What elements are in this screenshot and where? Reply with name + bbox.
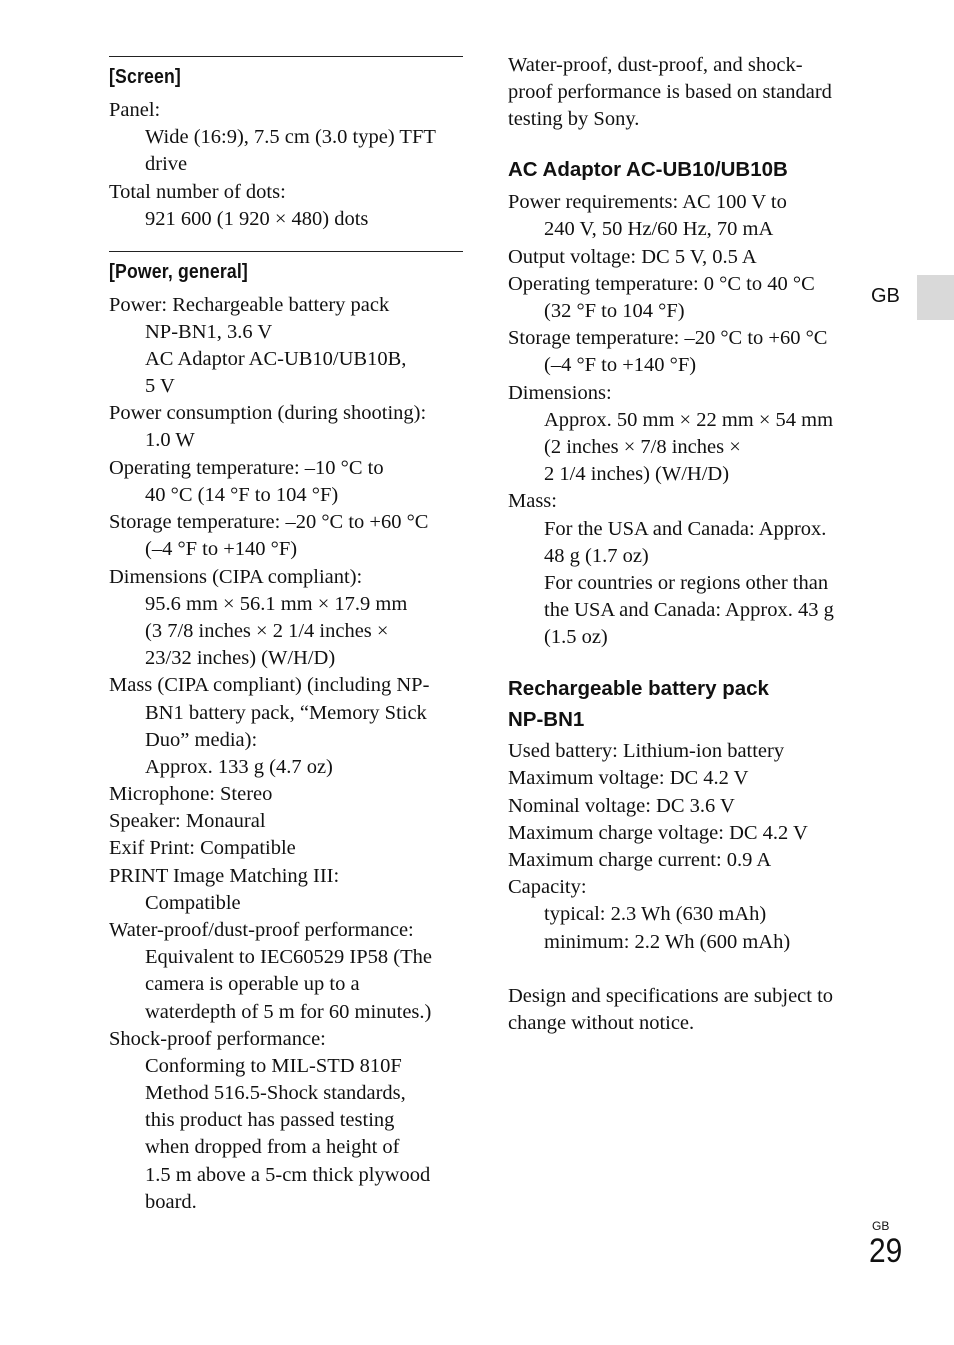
battery-line: Maximum charge current: 0.9 A [508,849,772,871]
power-line: 40 °C (14 °F to 104 °F) [145,484,339,506]
power-line: 95.6 mm × 56.1 mm × 17.9 mm [145,593,408,615]
ac-line: 48 g (1.7 oz) [544,545,649,567]
battery-line: minimum: 2.2 Wh (600 mAh) [544,931,791,953]
ac-line: (2 inches × 7/8 inches × [544,436,741,458]
battery-line: typical: 2.3 Wh (630 mAh) [544,903,767,925]
power-line: 23/32 inches) (W/H/D) [145,647,336,669]
power-line: 1.0 W [145,429,195,451]
ac-line: 240 V, 50 Hz/60 Hz, 70 mA [544,218,774,240]
power-line: Dimensions (CIPA compliant): [109,566,363,588]
power-line: NP-BN1, 3.6 V [145,321,273,343]
power-line: Speaker: Monaural [109,810,266,832]
battery-line: Capacity: [508,876,587,898]
screen-line: Wide (16:9), 7.5 cm (3.0 type) TFT [145,126,436,148]
screen-line: drive [145,153,188,175]
battery-line: Maximum voltage: DC 4.2 V [508,767,749,789]
battery-heading-line-2: NP-BN1 [508,708,585,731]
power-line: Conforming to MIL-STD 810F [145,1055,402,1077]
ac-line: Operating temperature: 0 °C to 40 °C [508,273,815,295]
battery-heading-line-1: Rechargeable battery pack [508,677,769,700]
ac-line: the USA and Canada: Approx. 43 g [544,599,834,621]
screen-line: Total number of dots: [109,181,286,203]
power-line: board. [145,1191,197,1213]
power-line: Microphone: Stereo [109,783,273,805]
battery-line: Nominal voltage: DC 3.6 V [508,795,735,817]
battery-line: Maximum charge voltage: DC 4.2 V [508,822,808,844]
ac-line: Mass: [508,490,557,512]
power-line: AC Adaptor AC-UB10/UB10B, [145,348,407,370]
power-line: Duo” media): [145,729,258,751]
power-line: Water-proof/dust-proof performance: [109,919,414,941]
ac-line: (–4 °F to +140 °F) [544,354,697,376]
power-line: this product has passed testing [145,1109,395,1131]
power-line: BN1 battery pack, “Memory Stick [145,702,427,724]
ac-line: Power requirements: AC 100 V to [508,191,787,213]
footer-language: GB [872,1219,890,1233]
power-heading: [Power, general] [109,260,248,283]
ac-line: (1.5 oz) [544,626,608,648]
power-line: Shock-proof performance: [109,1028,326,1050]
power-line: Storage temperature: –20 °C to +60 °C [109,511,429,533]
screen-heading: [Screen] [109,65,181,88]
ac-line: 2 1/4 inches) (W/H/D) [544,463,730,485]
ac-line: (32 °F to 104 °F) [544,300,685,322]
intro-line: testing by Sony. [508,108,640,130]
screen-line: 921 600 (1 920 × 480) dots [145,208,369,230]
ac-line: For countries or regions other than [544,572,829,594]
ac-line: For the USA and Canada: Approx. [544,518,827,540]
power-line: Method 516.5-Shock standards, [145,1082,406,1104]
intro-line: proof performance is based on standard [508,81,832,103]
power-line: PRINT Image Matching III: [109,865,340,887]
power-line: camera is operable up to a [145,973,360,995]
power-line: Compatible [145,892,241,914]
language-tab-label: GB [871,285,900,307]
battery-line: Used battery: Lithium-ion battery [508,740,785,762]
power-line: Exif Print: Compatible [109,837,296,859]
intro-line: Water-proof, dust-proof, and shock- [508,54,803,76]
power-line: Power: Rechargeable battery pack [109,294,390,316]
notice-line: Design and specifications are subject to [508,985,834,1007]
power-line: Operating temperature: –10 °C to [109,457,384,479]
section-rule [109,251,463,252]
ac-adaptor-heading: AC Adaptor AC-UB10/UB10B [508,158,788,181]
power-line: waterdepth of 5 m for 60 minutes.) [145,1001,432,1023]
power-line: Mass (CIPA compliant) (including NP- [109,674,430,696]
power-line: (–4 °F to +140 °F) [145,538,298,560]
ac-line: Approx. 50 mm × 22 mm × 54 mm [544,409,834,431]
power-line: Equivalent to IEC60529 IP58 (The [145,946,432,968]
ac-line: Output voltage: DC 5 V, 0.5 A [508,246,757,268]
page-number: 29 [869,1232,903,1270]
ac-line: Dimensions: [508,382,612,404]
ac-line: Storage temperature: –20 °C to +60 °C [508,327,828,349]
power-line: Approx. 133 g (4.7 oz) [145,756,333,778]
screen-line: Panel: [109,99,161,121]
power-line: Power consumption (during shooting): [109,402,427,424]
power-line: (3 7/8 inches × 2 1/4 inches × [145,620,389,642]
power-line: when dropped from a height of [145,1136,400,1158]
power-line: 1.5 m above a 5-cm thick plywood [145,1164,431,1186]
notice-line: change without notice. [508,1012,695,1034]
power-line: 5 V [145,375,175,397]
language-tab-marker [917,275,954,320]
section-rule [109,56,463,57]
